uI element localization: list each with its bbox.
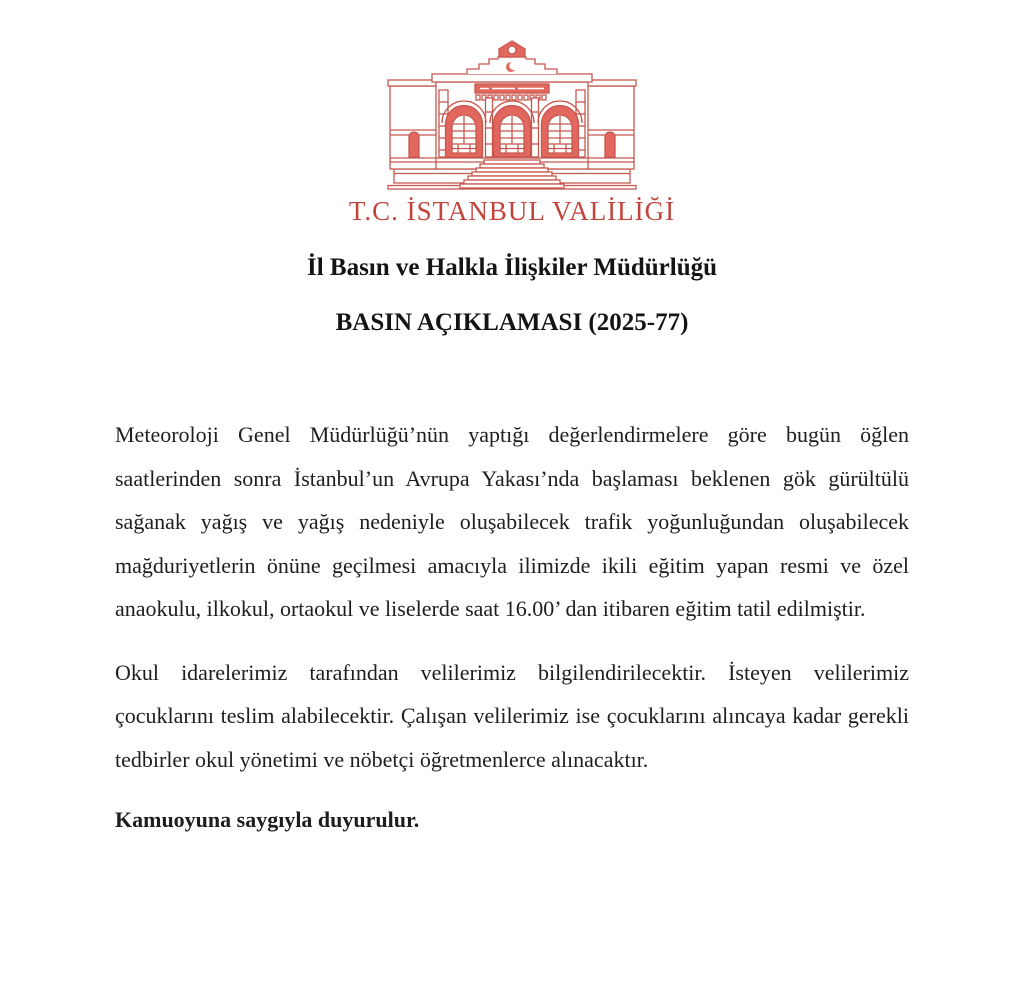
department-title: İl Basın ve Halkla İlişkiler Müdürlüğü — [306, 254, 718, 281]
paragraph-parent-information: Okul idarelerimiz tarafından velilerimiz bilgilendirilecektir. İsteyen velilerimiz çocuklarını teslim alabilecektir. Çalışan velilerimiz ise çocuklarını alıncaya kadar gerekli tedbirler okul yönetimi ve nöbetçi öğretmenlerce alınacaktır. — [115, 659, 909, 772]
body-text — [115, 413, 909, 842]
paragraph-weather-school-closure: Meteoroloji Genel Müdürlüğü’nün yaptığı değerlendirmelere göre bugün öğlen saatlerinden sonra İstanbul’un Avrupa Yakası’nda başlaması beklenen gök gürültülü sağanak yağış ve yağış nedeniyle oluşabilecek trafik yoğunluğundan oluşabilecek mağduriyetlerin önüne geçilmesi amacıyla ilimizde ikili eğitim yapan resmi ve özel anaokulu, ilkokul, ortaokul ve liselerde saat 16.00’ dan itibaren eğitim tatil edilmiştir. — [115, 422, 909, 621]
press-release-title: BASIN AÇIKLAMASI (2025-77) — [335, 309, 689, 336]
closing-statement: Kamuoyuna saygıyla duyurulur. — [115, 807, 420, 832]
valilik-logo — [0, 0, 1024, 227]
logo-caption: T.C. İSTANBUL VALİLİĞİ — [348, 196, 676, 226]
valilik-building-icon — [386, 40, 638, 192]
